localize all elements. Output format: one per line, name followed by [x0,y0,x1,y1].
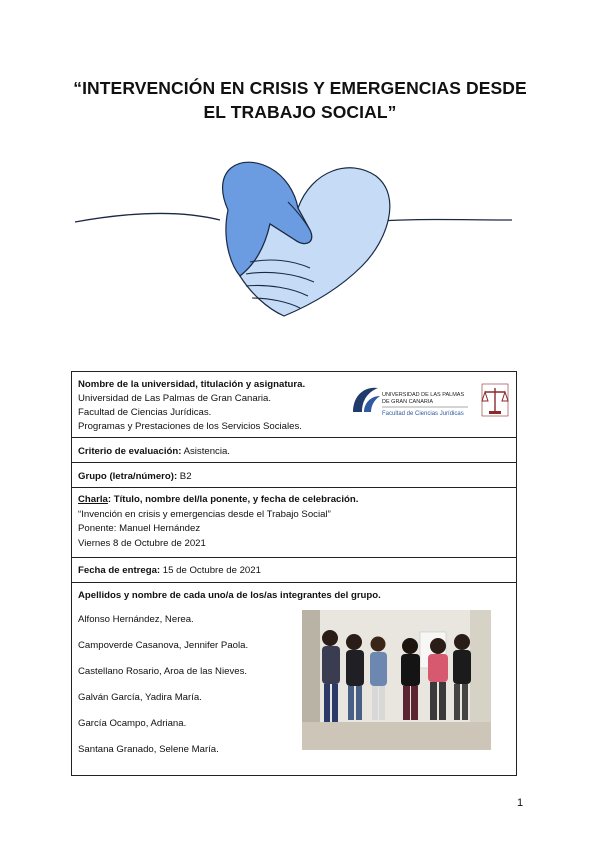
members-row [72,583,516,775]
talk-speaker: Ponente: Manuel Hernández [78,523,201,534]
member-item: Campoverde Casanova, Jennifer Paola. [78,640,249,651]
ulpgc-logo-subtitle: Facultad de Ciencias Jurídicas [382,411,464,417]
ulpgc-logo-text1: UNIVERSIDAD DE LAS PALMAS [382,392,465,398]
subject-name: Programas y Prestaciones de los Servicios Sociales. [78,421,302,432]
document-title: “INTERVENCIÓN EN CRISIS Y EMERGENCIAS DESDE EL TRABAJO SOCIAL” [73,78,527,122]
member-item: García Ocampo, Adriana. [78,718,187,729]
delivery-date-label: Fecha de entrega: [78,565,161,576]
criteria-value: Asistencia. [181,446,230,457]
delivery-date-row [72,558,516,583]
criteria-row [72,438,516,463]
faculty-name: Facultad de Ciencias Jurídicas. [78,407,212,418]
page-number: 1 [517,797,524,809]
talk-row [72,488,516,558]
member-item: Santana Granado, Selene María. [78,744,219,755]
member-item: Castellano Rosario, Aroa de las Nieves. [78,666,248,677]
group-row [72,463,516,488]
group-photo [302,610,491,750]
member-item: Alfonso Hernández, Nerea. [78,614,194,625]
talk-title: “Invención en crisis y emergencias desde el Trabajo Social” [78,508,331,520]
university-label: Nombre de la universidad, titulación y asignatura. [78,379,306,390]
talk-date: Viernes 8 de Octubre de 2021 [78,537,206,549]
group-label: Grupo (letra/número): [78,471,178,482]
group-value: B2 [177,471,192,482]
faculty-scales-logo [480,383,510,417]
criteria-label: Criterio de evaluación: [78,446,182,457]
ulpgc-logo [350,382,472,422]
info-table [71,371,517,776]
university-name: Universidad de Las Palmas de Gran Canaria. [78,393,272,404]
ulpgc-logo-text2: DE GRAN CANARIA [382,399,434,405]
talk-label-rest: : Título, nombre del/la ponente, y fecha de celebración. [107,494,359,505]
heart-handshake-illustration [70,140,530,360]
talk-label-underlined: Charla [78,494,108,505]
member-item: Galván García, Yadira María. [78,692,202,703]
university-row [72,372,516,438]
delivery-date-value: 15 de Octubre de 2021 [160,565,261,576]
members-label: Apellidos y nombre de cada uno/a de los/as integrantes del grupo. [78,590,381,601]
